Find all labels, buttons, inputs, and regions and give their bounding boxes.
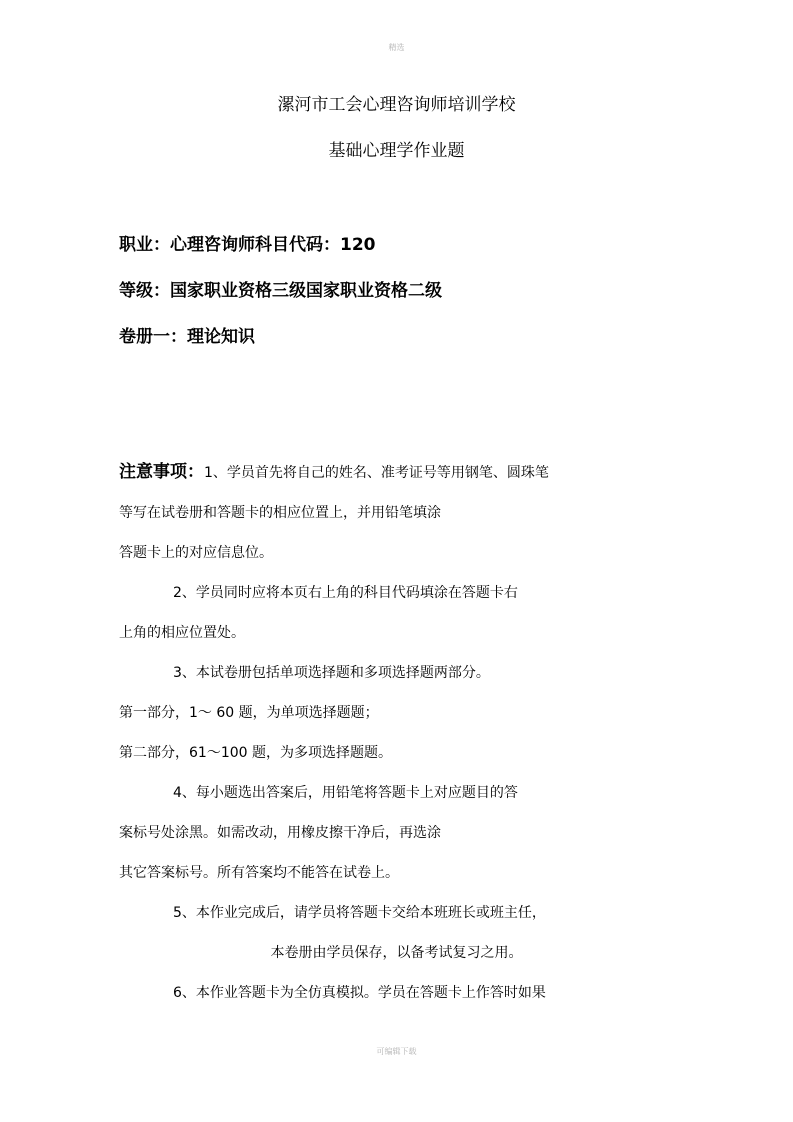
notice-first-line (119, 457, 549, 482)
notice-line: 2、学员同时应将本页右上角的科目代码填涂在答题卡右 (173, 585, 518, 601)
occupation-field: 职业：心理咨询师科目代码：120 (119, 235, 376, 255)
school-title: 漯河市工会心理咨询师培训学校 (277, 95, 516, 115)
notice-line: 3、本试卷册包括单项选择题和多项选择题两部分。 (173, 665, 490, 681)
notice-line: 本卷册由学员保存，以备考试复习之用。 (270, 945, 523, 961)
notice-line: 上角的相应位置处。 (119, 625, 245, 641)
notice-line: 其它答案标号。所有答案均不能答在试卷上。 (119, 865, 399, 881)
notice-line: 4、每小题选出答案后，用铅笔将答题卡上对应题目的答 (173, 785, 518, 801)
header-watermark: 精选 (388, 43, 405, 52)
level-field: 等级：国家职业资格三级国家职业资格二级 (119, 281, 442, 301)
notice-line: 1、学员首先将自己的姓名、准考证号等用钢笔、圆珠笔 (204, 465, 549, 481)
notice-line: 第二部分，61～100 题，为多项选择题题。 (119, 745, 392, 761)
subject-title: 基础心理学作业题 (328, 141, 465, 161)
notice-line: 等写在试卷册和答题卡的相应位置上，并用铅笔填涂 (119, 505, 441, 521)
notice-line: 第一部分，1～ 60 题，为单项选择题题； (119, 705, 379, 721)
notice-line: 6、本作业答题卡为全仿真模拟。学员在答题卡上作答时如果 (173, 985, 546, 1001)
notice-line: 5、本作业完成后，请学员将答题卡交给本班班长或班主任， (173, 905, 546, 921)
notice-label: 注意事项： (119, 462, 204, 482)
notice-line: 答题卡上的对应信息位。 (119, 545, 273, 561)
volume-field: 卷册一：理论知识 (119, 327, 255, 347)
footer-watermark: 可编辑下载 (376, 1047, 417, 1056)
notice-line: 案标号处涂黑。如需改动，用橡皮擦干净后，再选涂 (119, 825, 441, 841)
